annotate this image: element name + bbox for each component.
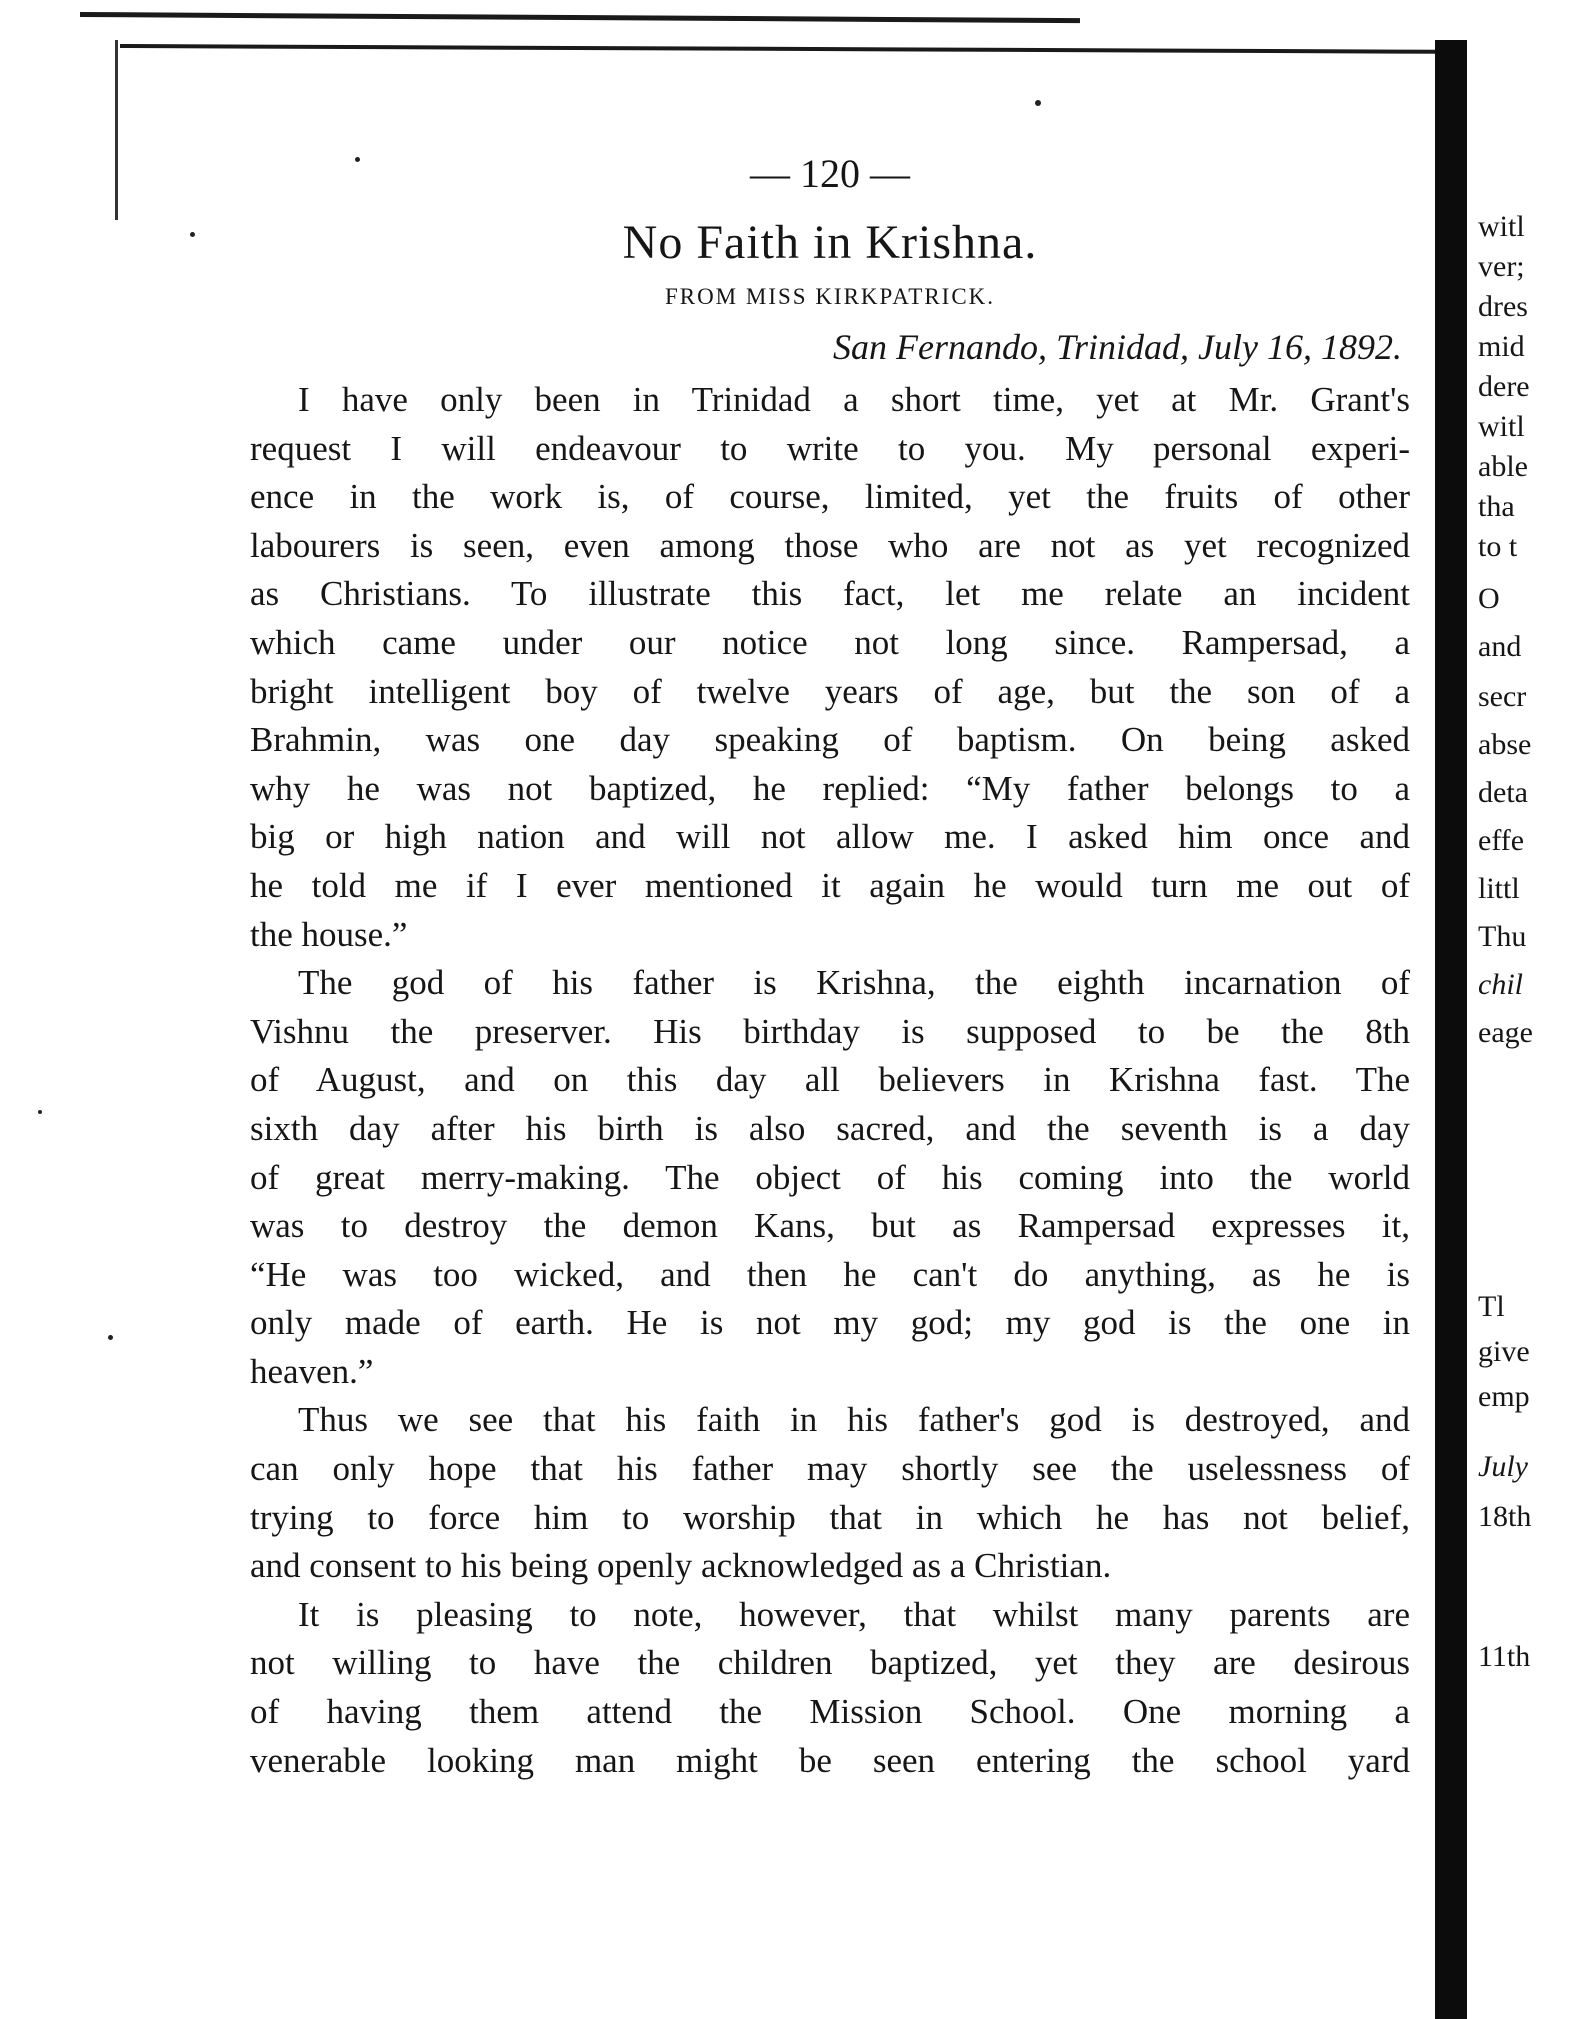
paragraph-1 xyxy=(250,376,1410,959)
text-line: as Christians. To illustrate this fact, let me relate an incident xyxy=(250,574,1410,614)
margin-fragment: eage xyxy=(1478,1016,1533,1049)
margin-fragment: littl xyxy=(1478,872,1520,905)
margin-fragment: able xyxy=(1478,450,1528,483)
page-number: — 120 — xyxy=(750,151,910,196)
margin-fragment: 18th xyxy=(1478,1500,1532,1533)
scan-speck xyxy=(108,1335,113,1340)
margin-fragment: and xyxy=(1478,630,1522,663)
scan-left-edge xyxy=(115,40,118,220)
text-line: venerable looking man might be seen entering the school yard xyxy=(250,1740,1410,1780)
text-line: and consent to his being openly acknowledged as a Christian. xyxy=(250,1546,1112,1586)
text-line: The god of his father is Krishna, the eighth incarnation of xyxy=(298,963,1410,1003)
text-line: heaven.” xyxy=(250,1351,374,1391)
text-line: of having them attend the Mission School. One morning a xyxy=(250,1692,1410,1732)
text-line: Thus we see that his faith in his father's god is destroyed, and xyxy=(298,1400,1410,1440)
text-line: I have only been in Trinidad a short time, yet at Mr. Grant's xyxy=(298,380,1410,419)
text-line: sixth day after his birth is also sacred, and the seventh is a day xyxy=(250,1108,1410,1148)
margin-fragment: emp xyxy=(1478,1380,1530,1413)
margin-fragment: Thu xyxy=(1478,920,1527,953)
scan-frame-rule xyxy=(120,44,1440,54)
book-spine-shadow xyxy=(1435,40,1467,2019)
margin-fragment: tha xyxy=(1478,490,1515,523)
text-line: why he was not baptized, he replied: “My father belongs to a xyxy=(250,768,1410,808)
text-line: Vishnu the preserver. His birthday is supposed to be the 8th xyxy=(250,1011,1410,1051)
margin-fragment: witl xyxy=(1478,410,1525,443)
text-line: not willing to have the children baptized, yet they are desirous xyxy=(250,1643,1410,1683)
margin-fragment: chil xyxy=(1478,968,1523,1001)
text-line: big or high nation and will not allow me. I asked him once and xyxy=(250,817,1410,857)
page-body xyxy=(250,150,1410,1785)
paragraph-2 xyxy=(250,959,1410,1396)
margin-fragment: witl xyxy=(1478,210,1525,243)
text-line: “He was too wicked, and then he can't do anything, as he is xyxy=(250,1254,1410,1294)
text-line: It is pleasing to note, however, that whilst many parents are xyxy=(298,1594,1410,1634)
margin-fragment: July xyxy=(1478,1450,1528,1483)
text-line: ence in the work is, of course, limited, yet the fruits of other xyxy=(250,477,1410,517)
text-line: the house.” xyxy=(250,914,408,954)
margin-fragment: give xyxy=(1478,1335,1530,1368)
paragraph-4 xyxy=(250,1591,1410,1785)
text-line: labourers is seen, even among those who are not as yet recognized xyxy=(250,525,1410,565)
text-line: only made of earth. He is not my god; my god is the one in xyxy=(250,1303,1410,1343)
text-line: request I will endeavour to write to you. My personal experi- xyxy=(250,428,1410,468)
margin-fragment: 11th xyxy=(1478,1640,1531,1673)
margin-fragment: ver; xyxy=(1478,250,1525,283)
margin-fragment: Tl xyxy=(1478,1290,1505,1323)
article-dateline: San Fernando, Trinidad, July 16, 1892. xyxy=(833,327,1402,367)
margin-fragment: effe xyxy=(1478,824,1525,857)
text-line: he told me if I ever mentioned it again he would turn me out of xyxy=(250,865,1410,905)
margin-fragment: to t xyxy=(1478,530,1518,563)
text-line: was to destroy the demon Kans, but as Rampersad expresses it, xyxy=(250,1206,1410,1246)
margin-fragment: dres xyxy=(1478,290,1528,323)
text-line: Brahmin, was one day speaking of baptism. On being asked xyxy=(250,720,1410,760)
margin-fragment: mid xyxy=(1478,330,1525,363)
text-line: can only hope that his father may shortly see the uselessness of xyxy=(250,1449,1410,1489)
margin-fragment: abse xyxy=(1478,728,1532,761)
text-line: trying to force him to worship that in which he has not belief, xyxy=(250,1497,1410,1537)
text-line: of great merry-making. The object of his coming into the world xyxy=(250,1157,1410,1197)
scan-top-rule xyxy=(80,12,1080,23)
text-line: which came under our notice not long since. Rampersad, a xyxy=(250,622,1410,662)
scan-speck xyxy=(190,232,195,237)
paragraph-3 xyxy=(250,1396,1410,1590)
article-byline: FROM MISS KIRKPATRICK. xyxy=(664,284,996,309)
margin-fragment: dere xyxy=(1478,370,1530,403)
text-line: of August, and on this day all believers in Krishna fast. The xyxy=(250,1060,1410,1100)
article-text xyxy=(250,376,1410,1785)
text-line: bright intelligent boy of twelve years of age, but the son of a xyxy=(250,671,1410,711)
margin-fragment: deta xyxy=(1478,776,1528,809)
article-title: No Faith in Krishna. xyxy=(622,216,1038,269)
scan-speck xyxy=(38,1110,42,1114)
margin-fragment: O xyxy=(1478,582,1500,615)
margin-fragment: secr xyxy=(1478,680,1527,713)
scan-speck xyxy=(1035,100,1041,106)
